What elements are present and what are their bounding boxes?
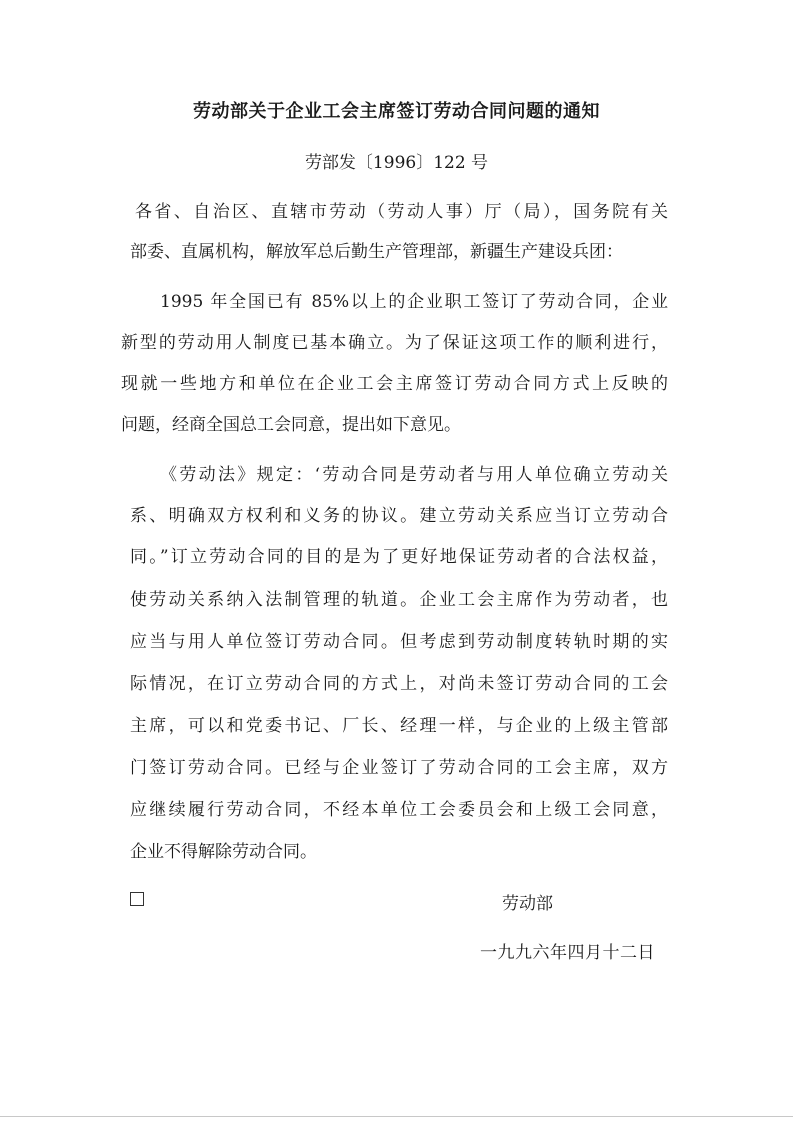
document-number: 劳部发〔1996〕122 号 xyxy=(304,153,489,173)
paragraph-line: 问题，经商全国总工会同意，提出如下意见。 xyxy=(121,415,461,435)
page-bottom-rule xyxy=(0,1116,793,1117)
addressee-line: 各省、自治区、直辖市劳动（劳动人事）厅（局），国务院有关 xyxy=(135,202,668,222)
paragraph-line: 同。”订立劳动合同的目的是为了更好地保证劳动者的合法权益， xyxy=(130,547,668,567)
paragraph-line: 应当与用人单位签订劳动合同。但考虑到劳动制度转轨时期的实 xyxy=(130,632,668,652)
paragraph-line: 现就一些地方和单位在企业工会主席签订劳动合同方式上反映的 xyxy=(121,374,668,394)
paragraph-line: 系、明确双方权利和义务的协议。建立劳动关系应当订立劳动合 xyxy=(130,506,668,526)
signature-date: 一九九六年四月十二日 xyxy=(480,943,655,963)
paragraph-line: 企业不得解除劳动合同。 xyxy=(130,842,317,862)
paragraph-line: 《劳动法》规定：‘劳动合同是劳动者与用人单位确立劳动关 xyxy=(160,465,668,485)
checkbox-icon xyxy=(130,892,144,906)
paragraph-line: 际情况，在订立劳动合同的方式上，对尚未签订劳动合同的工会 xyxy=(130,674,668,694)
paragraph-line: 新型的劳动用人制度已基本确立。为了保证这项工作的顺利进行， xyxy=(121,333,668,353)
paragraph-line: 1995 年全国已有 85%以上的企业职工签订了劳动合同，企业 xyxy=(160,292,668,312)
paragraph-line: 使劳动关系纳入法制管理的轨道。企业工会主席作为劳动者，也 xyxy=(130,590,668,610)
document-title: 劳动部关于企业工会主席签订劳动合同问题的通知 xyxy=(193,101,600,122)
paragraph-line: 门签订劳动合同。已经与企业签订了劳动合同的工会主席，双方 xyxy=(130,758,668,778)
paragraph-line: 应继续履行劳动合同，不经本单位工会委员会和上级工会同意， xyxy=(130,800,668,820)
signature-org: 劳动部 xyxy=(502,894,553,914)
addressee-line: 部委、直属机构，解放军总后勤生产管理部，新疆生产建设兵团： xyxy=(130,242,623,262)
paragraph-line: 主席，可以和党委书记、厂长、经理一样，与企业的上级主管部 xyxy=(130,716,668,736)
